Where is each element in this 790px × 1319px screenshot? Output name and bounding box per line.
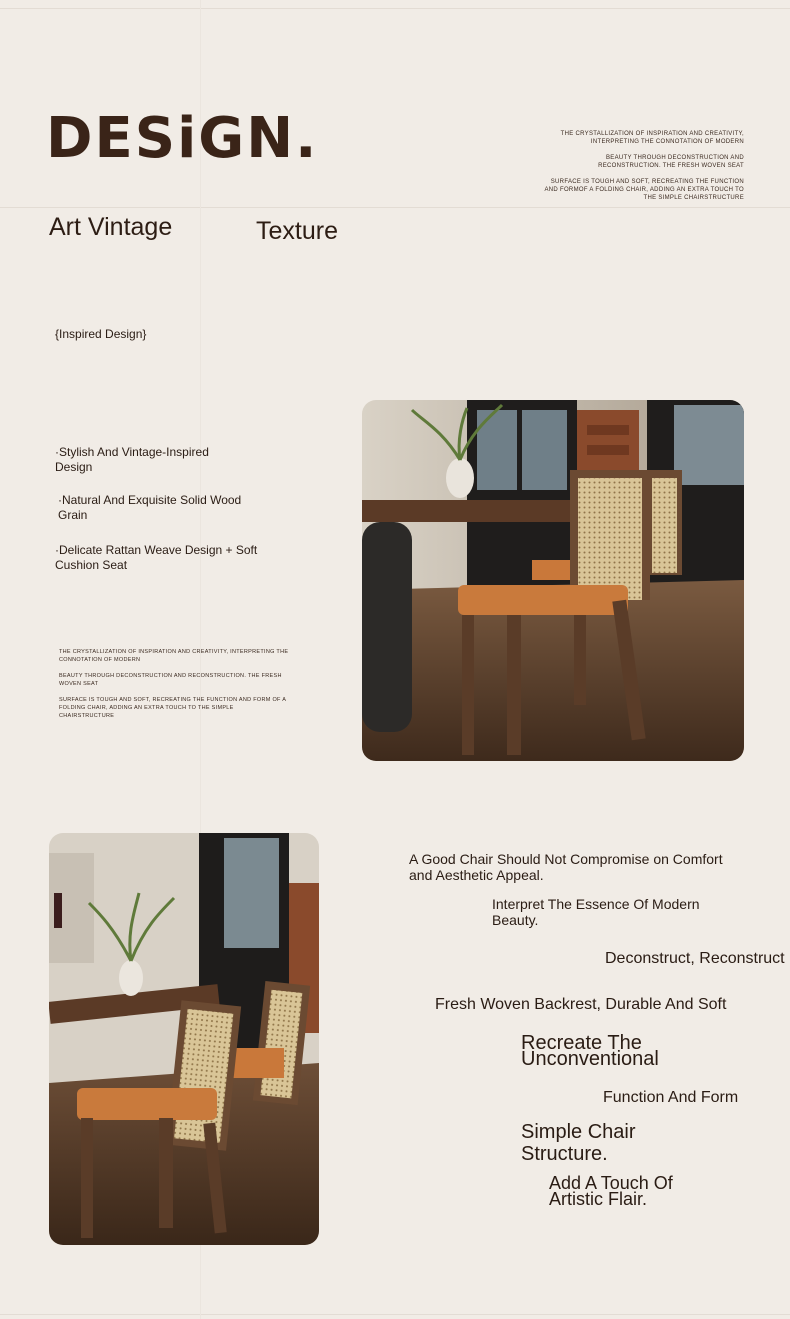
feature-item: ·Natural And Exquisite Solid Wood Grain (58, 493, 242, 522)
caption-block (59, 648, 289, 728)
chair-photo-dining-room (362, 400, 744, 761)
tagline-block (544, 130, 744, 210)
function-form-statement: Function And Form (603, 1089, 739, 1106)
feature-item: ·Delicate Rattan Weave Design + Soft Cushion Seat (55, 543, 258, 572)
subtitle-texture: Texture (256, 217, 338, 245)
comfort-statement: A Good Chair Should Not Compromise on Comfort and Aesthetic Appeal. (409, 851, 723, 883)
inspired-design-label: {Inspired Design} (55, 327, 147, 341)
tagline-line: BEAUTY THROUGH DECONSTRUCTION AND RECONSTRUCTION. THE FRESH WOVEN SEAT (598, 155, 744, 169)
chair-photo-side-view (49, 833, 319, 1245)
design-logo (46, 104, 326, 174)
caption-line: BEAUTY THROUGH DECONSTRUCTION AND RECONSTRUCTION. THE FRESH WOVEN SEAT (59, 673, 282, 687)
essence-statement: Interpret The Essence Of Modern Beauty. (492, 896, 700, 928)
caption-line: SURFACE IS TOUGH AND SOFT, RECREATING THE FUNCTION AND FORM OF A FOLDING CHAIR, ADDING AN EXTRA TOUCH TO THE SIMPLE CHAIRSTRUCTURE (59, 697, 286, 719)
feature-item: ·Stylish And Vintage-Inspired Design (55, 445, 209, 474)
recreate-statement: Recreate The Unconventional (521, 1032, 659, 1070)
backrest-statement: Fresh Woven Backrest, Durable And Soft (435, 996, 727, 1013)
guide-line (0, 8, 790, 9)
chair-photo-illustration (49, 833, 319, 1245)
subtitle-art-vintage: Art Vintage (49, 213, 173, 241)
logo-text: DESiGN. (46, 106, 319, 171)
structure-statement: Simple Chair Structure. (521, 1121, 636, 1165)
guide-line (0, 1314, 790, 1315)
caption-line: THE CRYSTALLIZATION OF INSPIRATION AND CREATIVITY, INTERPRETING THE CONNOTATION OF MODERN (59, 649, 289, 663)
tagline-line: SURFACE IS TOUGH AND SOFT, RECREATING THE FUNCTION AND FORMOF A FOLDING CHAIR, ADDING AN EXTRA TOUCH TO THE SIMPLE CHAIRSTRUCTURE (544, 179, 744, 201)
deconstruct-statement: Deconstruct, Reconstruct (605, 950, 785, 967)
chair-photo-illustration (362, 400, 744, 761)
artistic-flair-statement: Add A Touch Of Artistic Flair. (549, 1173, 673, 1209)
tagline-line: THE CRYSTALLIZATION OF INSPIRATION AND CREATIVITY, INTERPRETING THE CONNOTATION OF MODERN (560, 131, 744, 145)
